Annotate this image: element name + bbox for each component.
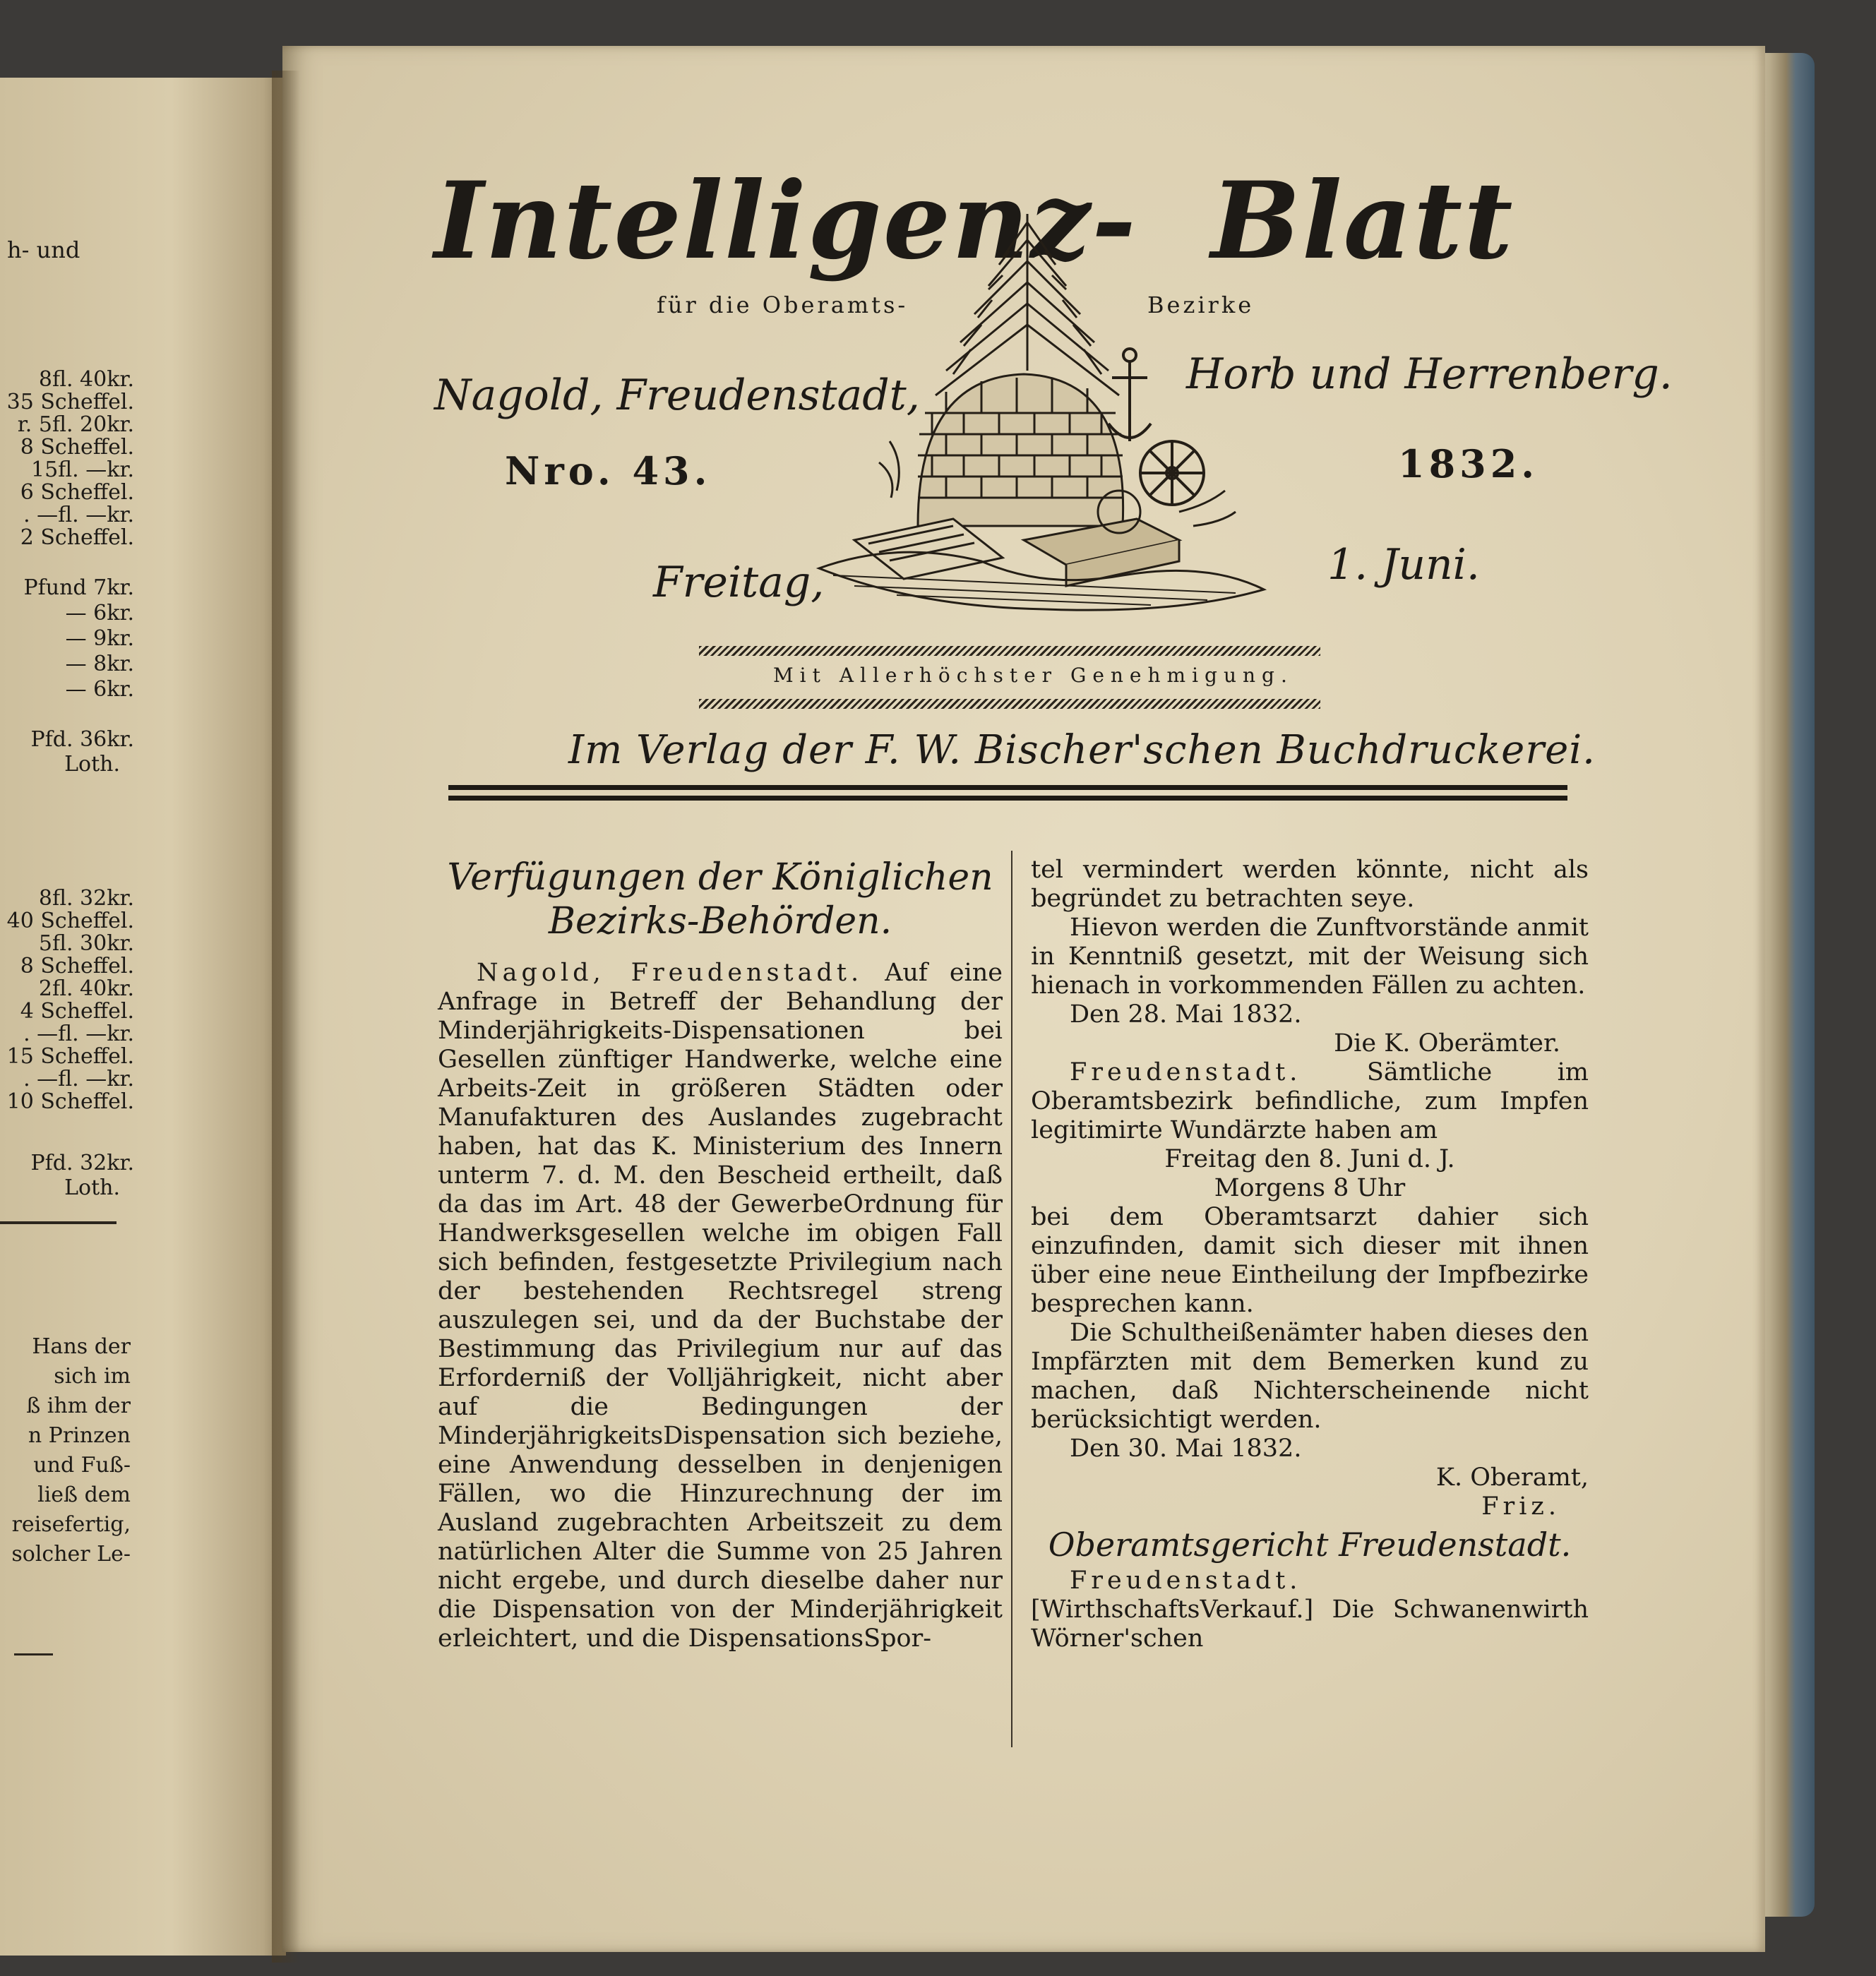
article-body: [438, 959, 1003, 1653]
meat-line: Pfd. 36kr.: [30, 727, 134, 752]
stone-block-icon: [1024, 519, 1179, 586]
price-line: 8fl. 40kr.: [38, 367, 134, 392]
meat-line: Pfd. 32kr.: [30, 1151, 134, 1175]
masthead-places-left: Nagold, Freudenstadt,: [434, 371, 920, 420]
article-text: Sämtliche im Oberamtsbezirk befindliche, zum Impfen legitimirte Wundärzte haben am: [1031, 1058, 1589, 1144]
paragraph: Hievon werden die Zunftvorstände anmit in Kenntniß gesetzt, mit der Weisung sich hienach in vorkommenden Fällen zu achten.: [1031, 914, 1589, 1000]
issue-date: 1. Juni.: [1327, 540, 1480, 589]
price-line: . —fl. —kr.: [23, 503, 134, 527]
price-line: 15 Scheffel.: [6, 1044, 134, 1069]
left-page: [0, 78, 286, 1956]
column-divider: [1011, 851, 1012, 1747]
paragraph: Die Schultheißenämter haben dieses den Impfärzten mit dem Bemerken kund zu machen, daß Nichterscheinende nicht berücksichtigt werden.: [1031, 1319, 1589, 1434]
meat-line: Loth.: [64, 1175, 120, 1200]
price-line: 8 Scheffel.: [20, 435, 134, 460]
article-text: Auf eine Anfrage in Betreff der Behandlung der Minderjährigkeits-Dispensationen bei Gesellen zünftiger Handwerke, welche eine Arbeits-Zeit in größeren Städten oder Manufakturen des Auslandes zugebracht haben, hat das K. Ministerium des Innern unterm 7. d. M. den Bescheid ertheilt, daß da das im Art. 48 der GewerbeOrdnung für Handwerksgesellen welche im obigen Fall sich befinden, festgesetzte Privilegium nach der bestehenden Rechtsregel streng auszulegen sei, und da der Buchstabe der Bestimmung das Privilegium nur auf das Erforderniß der Volljährigkeit, nicht aber auf die Bedingungen der MinderjährigkeitsDispensation sich beziehe, eine Anwendung desselben in denjenigen Fällen, wo die Hinzurechnung der im Ausland zugebrachten Arbeitszeit zu dem natürlichen Alter die Summe von 25 Jahren nicht ergebe, und durch dieselbe daher nur die Dispensation von der Minderjährigkeit erleichtert, und die DispensationsSpor-: [438, 959, 1003, 1653]
price-line: 8 Scheffel.: [20, 954, 134, 978]
masthead-double-rule: [448, 785, 1567, 801]
article-dateline: Freudenstadt.: [1070, 1567, 1302, 1595]
article-column-right: [1031, 856, 1589, 1653]
text-line: n Prinzen: [28, 1423, 131, 1448]
price-line: 2 Scheffel.: [20, 525, 134, 550]
open-book-icon: [854, 519, 1003, 579]
issue-weekday: Freitag,: [653, 558, 825, 607]
wheel-icon: [1140, 441, 1204, 505]
masthead-subtitle-right: Bezirke: [1147, 292, 1255, 318]
bread-line: — 9kr.: [65, 626, 134, 651]
paragraph: [1031, 1567, 1589, 1653]
notice-signature-name: Friz.: [1481, 1492, 1560, 1521]
text-line: ließ dem: [37, 1483, 131, 1507]
section-heading: Verfügungen der Königlichen Bezirks-Behörden.: [447, 856, 993, 942]
price-line: 15fl. —kr.: [30, 457, 134, 482]
issue-number: Nro. 43.: [505, 448, 712, 493]
paragraph-continuation: tel vermindert werden könnte, nicht als begründet zu betrachten seye.: [1031, 856, 1589, 913]
article-dateline: Freudenstadt.: [1070, 1058, 1302, 1086]
ornament-rule-bottom: [699, 699, 1320, 709]
publisher-line: Im Verlag der F. W. Bischer'schen Buchdruckerei.: [568, 727, 1596, 773]
notice-signature: Die K. Oberämter.: [1334, 1029, 1560, 1058]
ornament-rule-top: [699, 646, 1320, 656]
price-line: 35 Scheffel.: [6, 390, 134, 414]
page-gutter: [272, 71, 300, 1963]
masthead-places-right: Horb und Herrenberg.: [1186, 349, 1673, 399]
bread-line: Pfund 7kr.: [23, 575, 134, 600]
masthead-title-left: Intelligenz-: [434, 159, 1137, 283]
paragraph: [1031, 1058, 1589, 1145]
price-line: . —fl. —kr.: [23, 1067, 134, 1091]
left-rule: [0, 1221, 116, 1224]
paragraph: bei dem Oberamtsarzt dahier sich einzufinden, damit sich dieser mit ihnen über eine neue Eintheilung der Impfbezirke besprechen kann.: [1031, 1203, 1589, 1318]
anchor-icon: [1109, 349, 1151, 441]
article-column-left: [438, 856, 1003, 1653]
issue-year: 1832.: [1398, 441, 1539, 486]
bread-line: — 8kr.: [65, 652, 134, 676]
price-line: r. 5fl. 20kr.: [17, 412, 134, 437]
masthead-title-right: Blatt: [1211, 159, 1514, 283]
text-line: und Fuß-: [33, 1453, 131, 1478]
price-line: 5fl. 30kr.: [38, 931, 134, 956]
price-line: 4 Scheffel.: [20, 999, 134, 1024]
section-heading: Oberamtsgericht Freudenstadt.: [1048, 1526, 1572, 1564]
text-line: reisefertig,: [11, 1512, 131, 1537]
text-line: Hans der: [32, 1334, 131, 1359]
bread-line: — 6kr.: [65, 601, 134, 625]
notice-center-line: Morgens 8 Uhr: [1214, 1174, 1406, 1202]
left-short-rule: [14, 1653, 53, 1655]
notice-date: Den 30. Mai 1832.: [1070, 1435, 1302, 1463]
bread-line: — 6kr.: [65, 677, 134, 702]
masthead-emblem: [812, 208, 1271, 614]
price-line: . —fl. —kr.: [23, 1022, 134, 1046]
price-line: 10 Scheffel.: [6, 1089, 134, 1114]
text-line: solcher Le-: [11, 1542, 131, 1567]
left-fragment-top: h- und: [7, 236, 80, 263]
price-line: 2fl. 40kr.: [38, 976, 134, 1001]
notice-date: Den 28. Mai 1832.: [1070, 1000, 1302, 1029]
price-line: 8fl. 32kr.: [38, 886, 134, 911]
notice-signature: K. Oberamt,: [1435, 1463, 1589, 1492]
article-text: [WirthschaftsVerkauf.] Die Schwanenwirth Wörner'schen: [1031, 1595, 1589, 1653]
approval-line: Mit Allerhöchster Genehmigung.: [773, 664, 1294, 687]
meat-line: Loth.: [64, 752, 120, 777]
fir-tree-icon: [936, 214, 1119, 395]
price-line: 6 Scheffel.: [20, 480, 134, 505]
price-line: 40 Scheffel.: [6, 909, 134, 933]
text-line: sich im: [54, 1364, 131, 1389]
article-dateline: Nagold, Freudenstadt.: [477, 959, 864, 987]
notice-center-line: Freitag den 8. Juni d. J.: [1164, 1145, 1455, 1173]
text-line: ß ihm der: [26, 1394, 131, 1418]
beehive-icon: [918, 374, 1123, 526]
masthead-subtitle-left: für die Oberamts-: [657, 292, 909, 318]
